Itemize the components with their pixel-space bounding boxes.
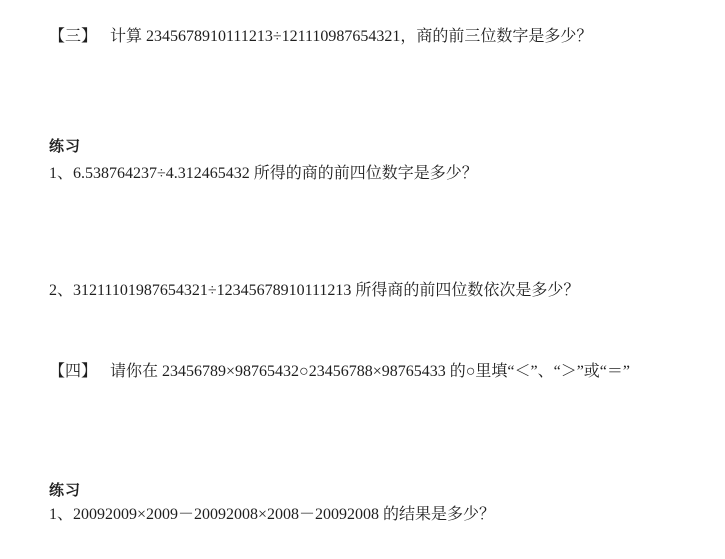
problem-four-line bbox=[49, 362, 705, 382]
practice-one-item-2: 2、31211101987654321÷12345678910111213 所得商的前四位数依次是多少？ bbox=[49, 282, 580, 299]
problem-three-label: 【三】 bbox=[49, 28, 98, 45]
problem-four-text: 请你在 23456789×98765432○23456788×98765433 的○里填“＜”、“＞”或“＝” bbox=[110, 363, 631, 380]
practice-one-heading: 练习 bbox=[49, 139, 82, 155]
practice-two-item-1: 1、20092009×2009－20092008×2008－20092008 的结果是多少？ bbox=[49, 506, 496, 523]
problem-three-text: 计算 2345678910111213÷121110987654321，商的前三位数字是多少？ bbox=[110, 28, 593, 45]
practice-one-item-1: 1、6.538764237÷4.312465432 所得的商的前四位数字是多少？ bbox=[49, 165, 478, 182]
problem-three-line bbox=[49, 27, 705, 47]
practice-two-heading: 练习 bbox=[49, 483, 82, 499]
problem-four-label: 【四】 bbox=[49, 363, 98, 380]
